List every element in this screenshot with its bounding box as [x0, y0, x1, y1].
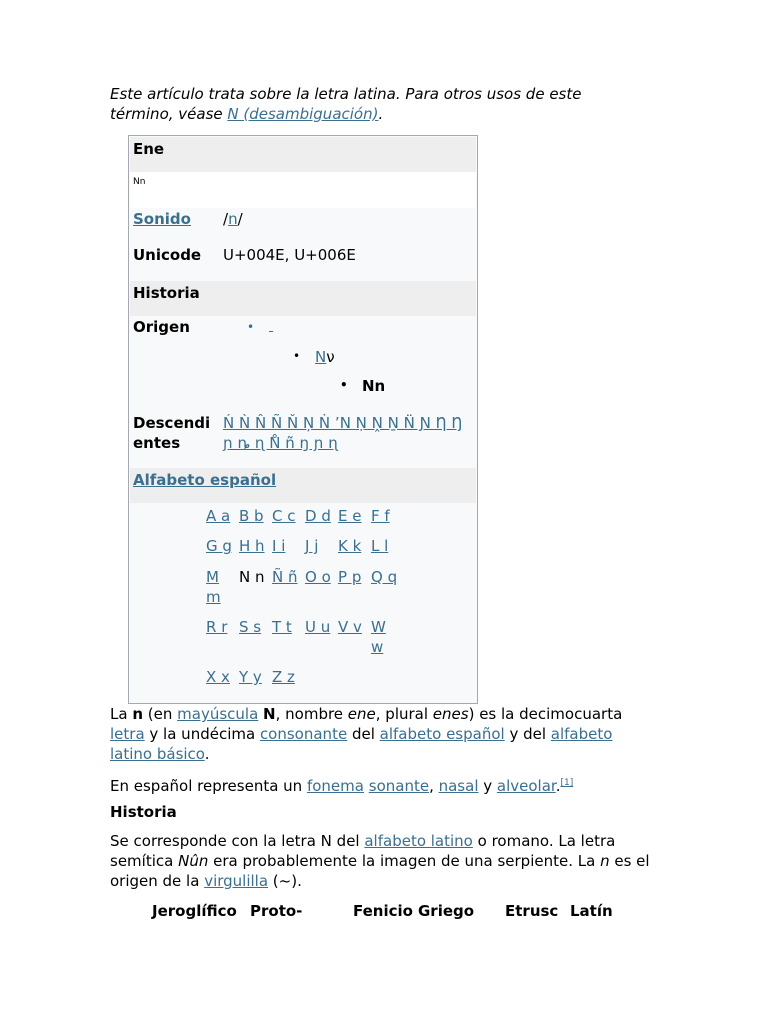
historia-header: Historia: [133, 284, 200, 302]
alphabet-letter-3-4[interactable]: V v: [338, 618, 362, 636]
origen-phoenician-link[interactable]: [269, 319, 273, 334]
alphabet-letter-0-4[interactable]: E e: [338, 507, 362, 525]
p2-text: ,: [429, 777, 439, 795]
p1-text: ) es la decimocuarta: [468, 705, 623, 723]
alfabeto-latino-link[interactable]: alfabeto latino: [364, 832, 473, 850]
unicode-value: U+004E, U+006E: [223, 246, 356, 264]
p1-bold-N: N: [263, 705, 276, 723]
descendientes-row: [130, 413, 476, 458]
p3-text: o romano. La letra semítica: [110, 832, 616, 870]
phoneme-n-link[interactable]: n: [228, 210, 238, 228]
alfabeto-espanol-link[interactable]: alfabeto español: [379, 725, 505, 743]
alfabeto-espanol-header-link[interactable]: Alfabeto español: [133, 471, 277, 489]
p1-text: .: [204, 745, 210, 763]
hatnote-text: Este artículo trata sobre la letra latina. Para otros usos de este término, véase: [110, 85, 582, 123]
intro-paragraph: [110, 704, 655, 764]
alphabet-letter-0-2[interactable]: C c: [272, 507, 296, 525]
alphabet-letter-3-1[interactable]: S s: [239, 618, 262, 636]
disambiguation-link[interactable]: N (desambiguación): [227, 105, 379, 123]
alphabet-letter-4-1[interactable]: Y y: [239, 668, 262, 686]
letra-link[interactable]: letra: [110, 725, 145, 743]
sonido-row: [130, 210, 476, 230]
alphabet-letter-1-3[interactable]: J j: [305, 537, 319, 555]
infobox: [128, 135, 478, 704]
p1-text: (en: [143, 705, 178, 723]
alphabet-letter-2-4[interactable]: P p: [338, 568, 362, 586]
alveolar-link[interactable]: alveolar: [496, 777, 556, 795]
p1-text: y del: [504, 725, 551, 743]
table-header-latin: Latín: [570, 902, 613, 920]
alphabet-letter-4-0[interactable]: X x: [206, 668, 230, 686]
origen-latin: • Nn: [362, 377, 385, 395]
alphabet-letter-3-3[interactable]: U u: [305, 618, 331, 636]
p3-text: Se corresponde con la letra N del: [110, 832, 365, 850]
alfabeto-header-row: [130, 468, 476, 503]
origen-greek: • Nν: [315, 348, 335, 366]
infobox-glyph-row: [130, 172, 476, 208]
phoneme-paragraph: [110, 773, 655, 796]
p2-text: En español representa un: [110, 777, 307, 795]
historia-heading: Historia: [110, 803, 177, 821]
alphabet-letter-3-0[interactable]: R r: [206, 618, 228, 636]
alphabet-letter-2-2[interactable]: Ñ ñ: [272, 568, 298, 586]
alphabet-letter-2-3[interactable]: O o: [305, 568, 331, 586]
p2-text: y: [478, 777, 497, 795]
reference-1-link[interactable]: [1]: [560, 778, 574, 788]
p1-italic: enes: [432, 705, 469, 723]
alphabet-letter-2-5[interactable]: Q q: [371, 568, 398, 586]
p1-text: La: [110, 705, 133, 723]
alfabeto-grid: [130, 506, 476, 696]
alphabet-letter-1-4[interactable]: K k: [338, 537, 362, 555]
p2-text: .: [555, 777, 561, 795]
alphabet-letter-0-1[interactable]: B b: [239, 507, 264, 525]
hatnote-suffix: .: [378, 105, 384, 123]
sonido-slash-close: /: [237, 210, 243, 228]
historia-header-row: [130, 281, 476, 316]
alphabet-letter-0-0[interactable]: A a: [206, 507, 231, 525]
alphabet-letter-2-1: N n: [239, 568, 265, 586]
p3-italic: Nûn: [178, 852, 209, 870]
origen-label: Origen: [133, 318, 190, 336]
infobox-title: Ene: [133, 140, 165, 158]
fonema-link[interactable]: fonema: [306, 777, 364, 795]
table-header-jeroglifico: Jeroglífico: [152, 902, 237, 920]
mayuscula-link[interactable]: mayúscula: [177, 705, 259, 723]
p1-text: del: [347, 725, 380, 743]
sonido-link[interactable]: Sonido: [133, 210, 191, 228]
alphabet-letter-2-0[interactable]: M m: [206, 568, 221, 606]
sonido-value: [223, 210, 243, 228]
unicode-label: Unicode: [133, 246, 202, 264]
p3-text: es el origen de la: [110, 852, 650, 890]
alphabet-letter-1-0[interactable]: G g: [206, 537, 232, 555]
origen-row: [130, 318, 476, 408]
p1-text: , plural: [375, 705, 433, 723]
alfabeto-latino-basico-link[interactable]: alfabeto latino básico: [110, 725, 613, 763]
descendientes-list[interactable]: Ń Ǹ N̂ Ñ Ň Ņ Ṅ ʼN Ṇ Ṋ Ṉ N̈ Ɲ Ƞ Ŋ ɲ ȵ ɳ N̊ ñ ŋ ɲ ɳ: [223, 414, 463, 452]
p1-text: , nombre: [275, 705, 348, 723]
table-header-fenicio: Fenicio: [353, 902, 413, 920]
table-header-griego: Griego: [418, 902, 475, 920]
p1-text: y la undécima: [144, 725, 260, 743]
p3-text: (~).: [268, 872, 302, 890]
p1-italic: ene: [347, 705, 376, 723]
table-header-proto: Proto-: [250, 902, 303, 920]
hatnote: [110, 84, 630, 124]
alphabet-letter-3-2[interactable]: T t: [272, 618, 292, 636]
alphabet-letter-1-2[interactable]: I i: [272, 537, 286, 555]
historia-paragraph: [110, 831, 655, 891]
alphabet-letter-0-5[interactable]: F f: [371, 507, 390, 525]
infobox-glyph: Nn: [133, 177, 146, 187]
table-header-etrusco: Etrusc: [505, 902, 559, 920]
descendientes-label: Descendientes: [133, 414, 211, 452]
sonido-slash-open: /: [223, 210, 229, 228]
alphabet-letter-4-2[interactable]: Z z: [272, 668, 295, 686]
alphabet-letter-0-3[interactable]: D d: [305, 507, 331, 525]
virgulilla-link[interactable]: virgulilla: [204, 872, 269, 890]
nasal-link[interactable]: nasal: [438, 777, 479, 795]
p3-italic: n: [600, 852, 610, 870]
origen-greek-link[interactable]: N: [315, 348, 327, 366]
alphabet-letter-3-5[interactable]: W w: [371, 618, 386, 656]
unicode-row: [130, 246, 476, 266]
infobox-title-row: [130, 137, 476, 172]
alphabet-letter-1-1[interactable]: H h: [239, 537, 265, 555]
sonante-link[interactable]: sonante: [368, 777, 430, 795]
consonante-link[interactable]: consonante: [259, 725, 348, 743]
p3-text: era probablemente la imagen de una serpiente. La: [208, 852, 601, 870]
p1-bold-n: n: [132, 705, 144, 723]
alphabet-letter-1-5[interactable]: L l: [371, 537, 389, 555]
